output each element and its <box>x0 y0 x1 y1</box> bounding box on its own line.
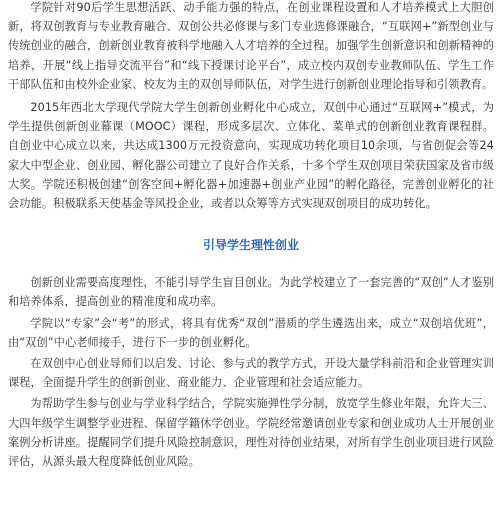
paragraph-incubation-center: 2015年西北大学现代学院大学生创新创业孵化中心成立，双创中心通过“互联网+”模式，为学生提供创新创业幕课（MOOC）课程，形成多层次、立体化、菜单式的创新创业教育课程群。自创业中心成立以来，共达成1300万元投资意向，实现成功转化项目10余项，与省创促会等24家大中型企业、创业园、孵化器公司建立了良好合作关系，十多个学生双创项目荣获国家及省市级大奖。学院还积极创建“创客空间+孵化器+加速器+创业产业园”的孵化路径，完善创业孵化的社会功能。积极联系天使基金等风投企业，或者以众筹等方式实现双创项目的成功转化。 <box>8 101 494 211</box>
section-heading: 引导学生理性创业 <box>202 238 299 253</box>
article-section-incubation <box>8 0 494 213</box>
paragraph-rational-need: 创新创业需要高度理性，不能引导学生盲目创业。为此学校建立了一套完善的“双创”人才鉴别和培养体系，提高创业的精准度和成功率。 <box>8 276 494 309</box>
article-section-rational-entrepreneurship <box>8 273 494 471</box>
paragraph-curriculum-innovation: 学院针对90后学生思想活跃、动手能力强的特点，在创业课程设置和人才培养模式上大胆创新，将双创教育与专业教育融合、双创公共必修课与多门专业选修课融合，“互联网+”新型创业与传统创业的融合，创新创业教育被科学地融入人才培养的全过程。加强学生创新意识和创新精神的培养，开展“线上指导交流平台”和“线下授课讨论平台”，成立校内双创专业教师队伍、学生工作干部队伍和由校外企业家、校友为主的双创导师队伍，对学生进行创新创业理论指导和引领教育。 <box>8 1 494 91</box>
paragraph-teaching-methods: 在双创中心创业导师们以启发、讨论、参与式的教学方式，开设大量学科前沿和企业管理实训课程，全面提升学生的创新创业、商业能力、企业管理和社会适应能力。 <box>8 357 494 390</box>
paragraph-flexible-credits: 为帮助学生参与创业与学业科学结合，学院实施弹性学分制，放宽学生修业年限，允许大三、大四年级学生调整学业进程、保留学籍休学创业。学院经常邀请创业专家和创业成功人士开展创业案例分析讲座。提醒同学们提升风险控制意识，理性对待创业结果，对所有学生创业项目进行风险评估，从源头最大程度降低创业风险。 <box>8 397 494 469</box>
paragraph-selection-class: 学院以“专家”会“考”的形式，将具有优秀“双创”潜质的学生遴选出来，成立“双创培优班”，由“双创”中心老师接手，进行下一步的创业孵化。 <box>8 316 494 349</box>
